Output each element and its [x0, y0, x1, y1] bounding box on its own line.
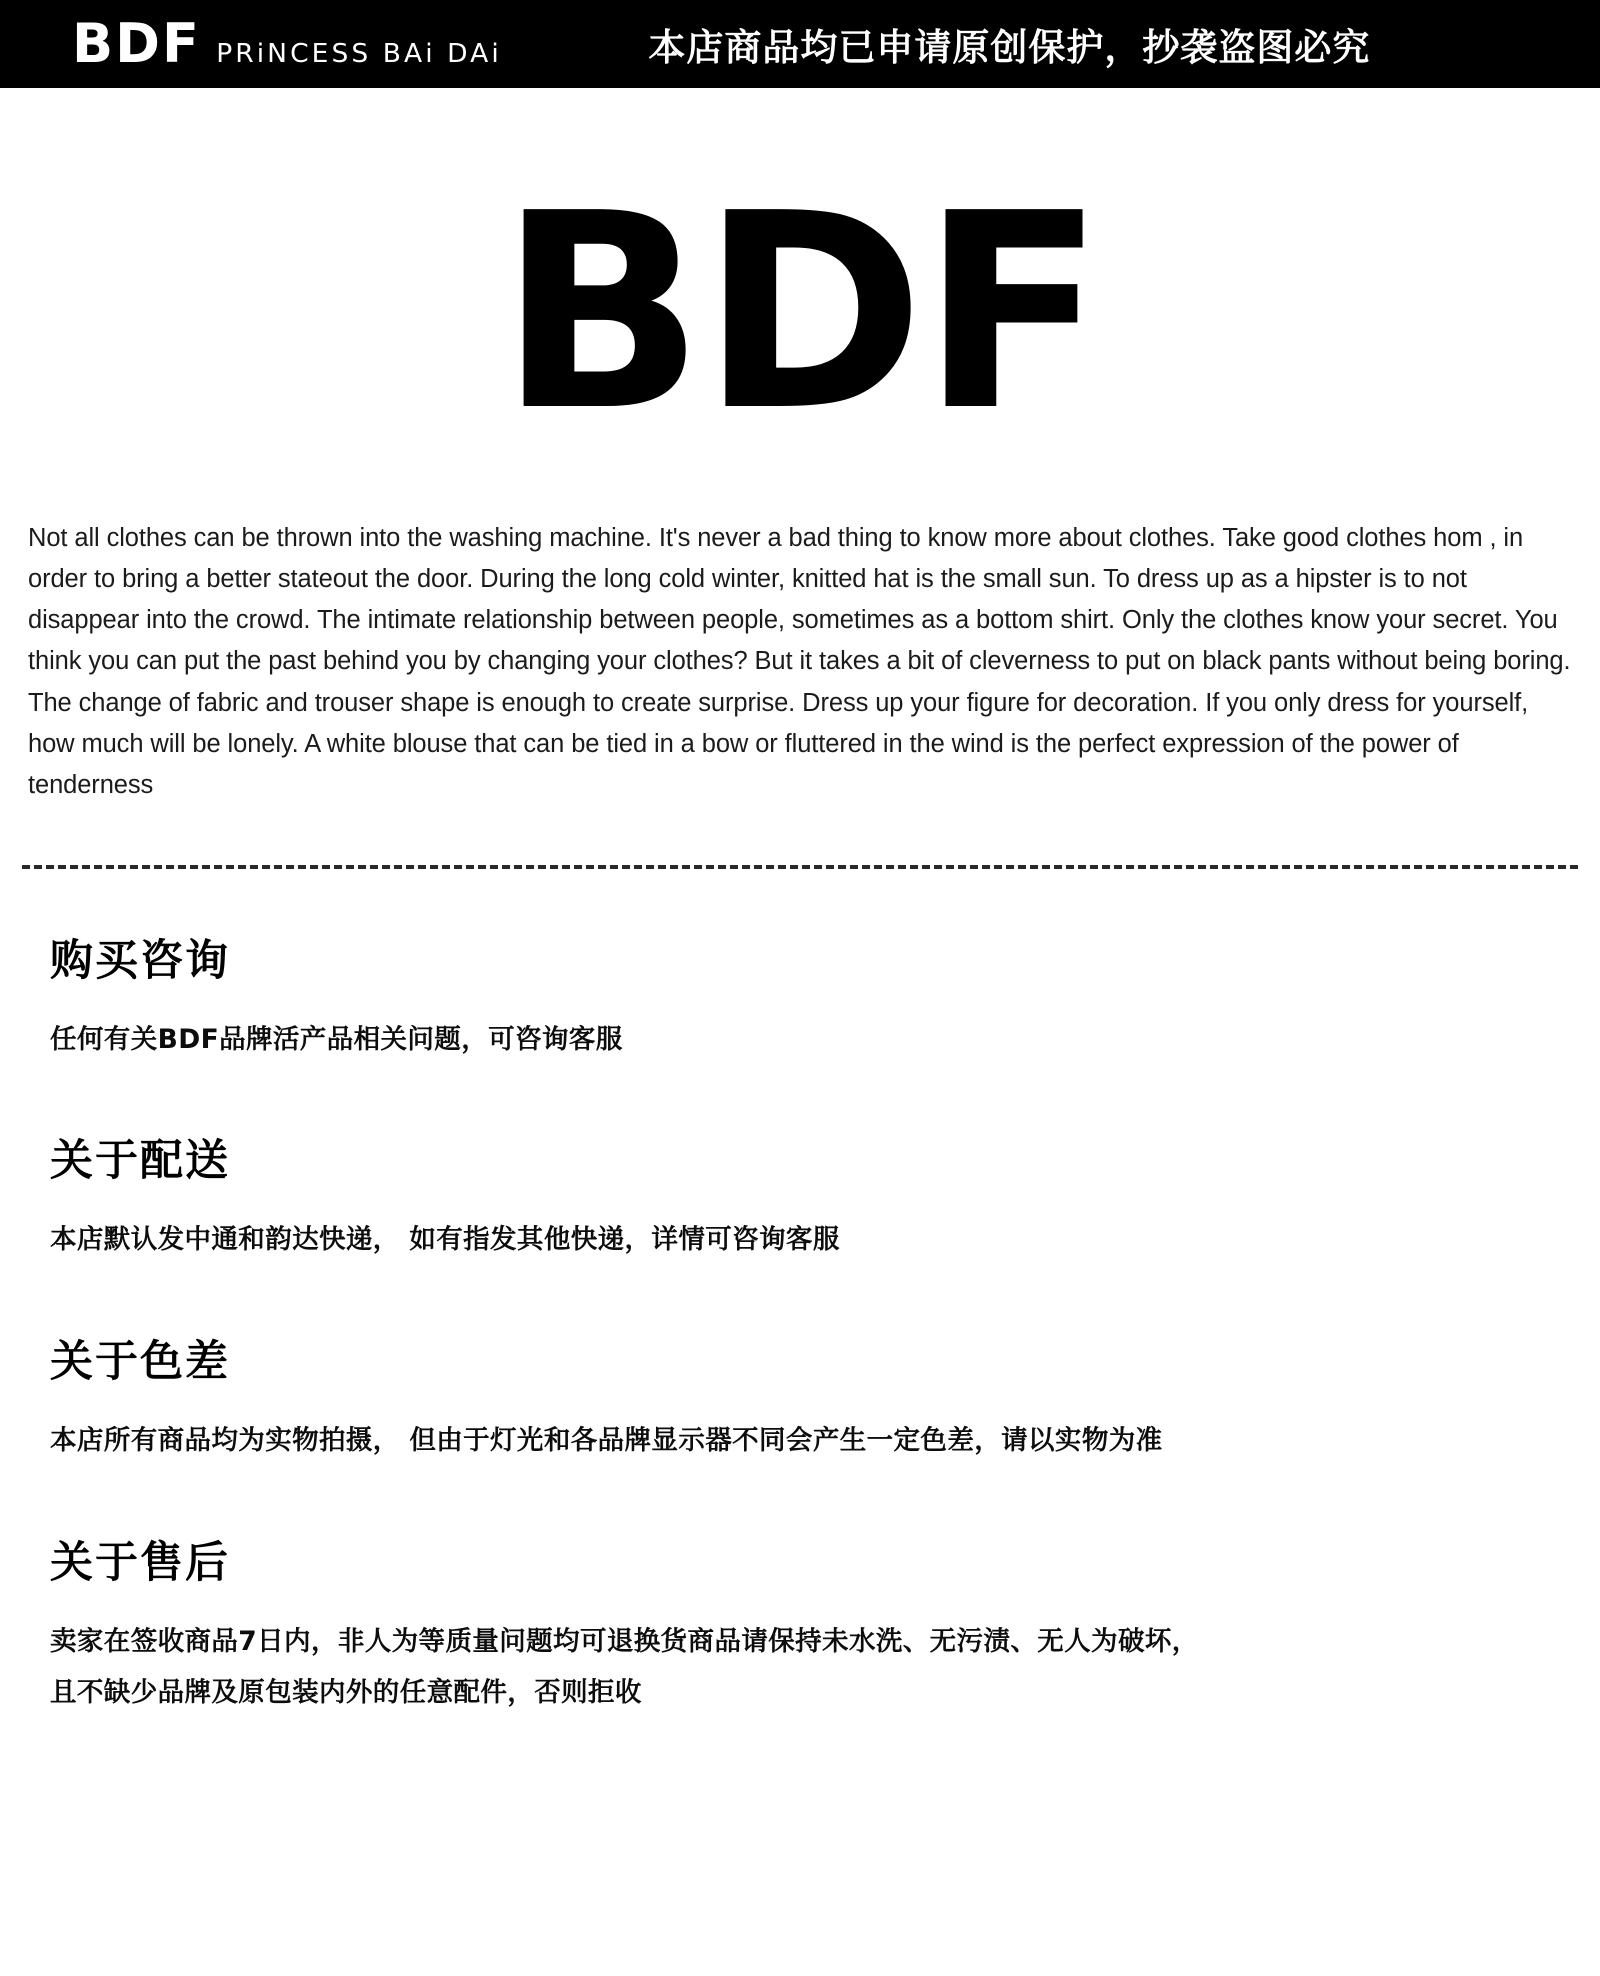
- info-sections: [0, 869, 1600, 1779]
- section-shipping: [50, 1127, 1550, 1266]
- section-title: 关于色差: [50, 1336, 230, 1387]
- section-after-sales: [50, 1529, 1550, 1719]
- top-banner: [0, 0, 1600, 88]
- section-body: [50, 1415, 1550, 1467]
- section-color-difference: [50, 1328, 1550, 1467]
- section-body: [50, 1616, 1550, 1719]
- section-title: 关于售后: [50, 1537, 230, 1588]
- section-body-line: 本店所有商品均为实物拍摄， 但由于灯光和各品牌显示器不同会产生一定色差，请以实物为准: [50, 1424, 1163, 1456]
- intro-paragraph: Not all clothes can be thrown into the washing machine. It's never a bad thing to know more about clothes. Take good clothes hom , in order to bring a better stateout the door. During the long cold winter, knitted hat is the small sun. To dress up as a hipster is to not disappear into the crowd. The intimate relationship between people, sometimes as a bottom shirt. Only the clothes know your secret. You think you can put the past behind you by changing your clothes? But it takes a bit of cleverness to put on black pants without being boring. The change of fabric and trouser shape is enough to create surprise. Dress up your figure for decoration. If you only dress for yourself, how much will be lonely. A white blouse that can be tied in a bow or fluttered in the wind is the perfect expression of the power of tenderness: [28, 523, 1571, 800]
- section-body-line: 卖家在签收商品7日内，非人为等质量问题均可退换货商品请保持未水洗、无污渍、无人为破坏，: [50, 1625, 1199, 1657]
- section-title: 关于配送: [50, 1136, 230, 1187]
- banner-brand-subtitle: PRiNCESS BAi DAi: [216, 39, 502, 69]
- section-body-line: 且不缺少品牌及原包装内外的任意配件，否则拒收: [50, 1677, 642, 1709]
- section-body: [50, 1214, 1550, 1266]
- section-body: [50, 1014, 1550, 1066]
- banner-headline: 本店商品均已申请原创保护，抄袭盗图必究: [648, 26, 1371, 69]
- section-body-line: 本店默认发中通和韵达快递， 如有指发其他快递，详情可咨询客服: [50, 1224, 840, 1256]
- section-purchase-consultation: [50, 927, 1550, 1066]
- main-logo-area: [0, 88, 1600, 470]
- section-body-line: 任何有关BDF品牌活产品相关问题，可咨询客服: [50, 1023, 623, 1055]
- banner-brand-mark: BDF: [72, 12, 201, 75]
- banner-brand-logo: [40, 12, 502, 75]
- section-title: 购买咨询: [50, 935, 230, 986]
- main-logo-text: BDF: [498, 155, 1102, 470]
